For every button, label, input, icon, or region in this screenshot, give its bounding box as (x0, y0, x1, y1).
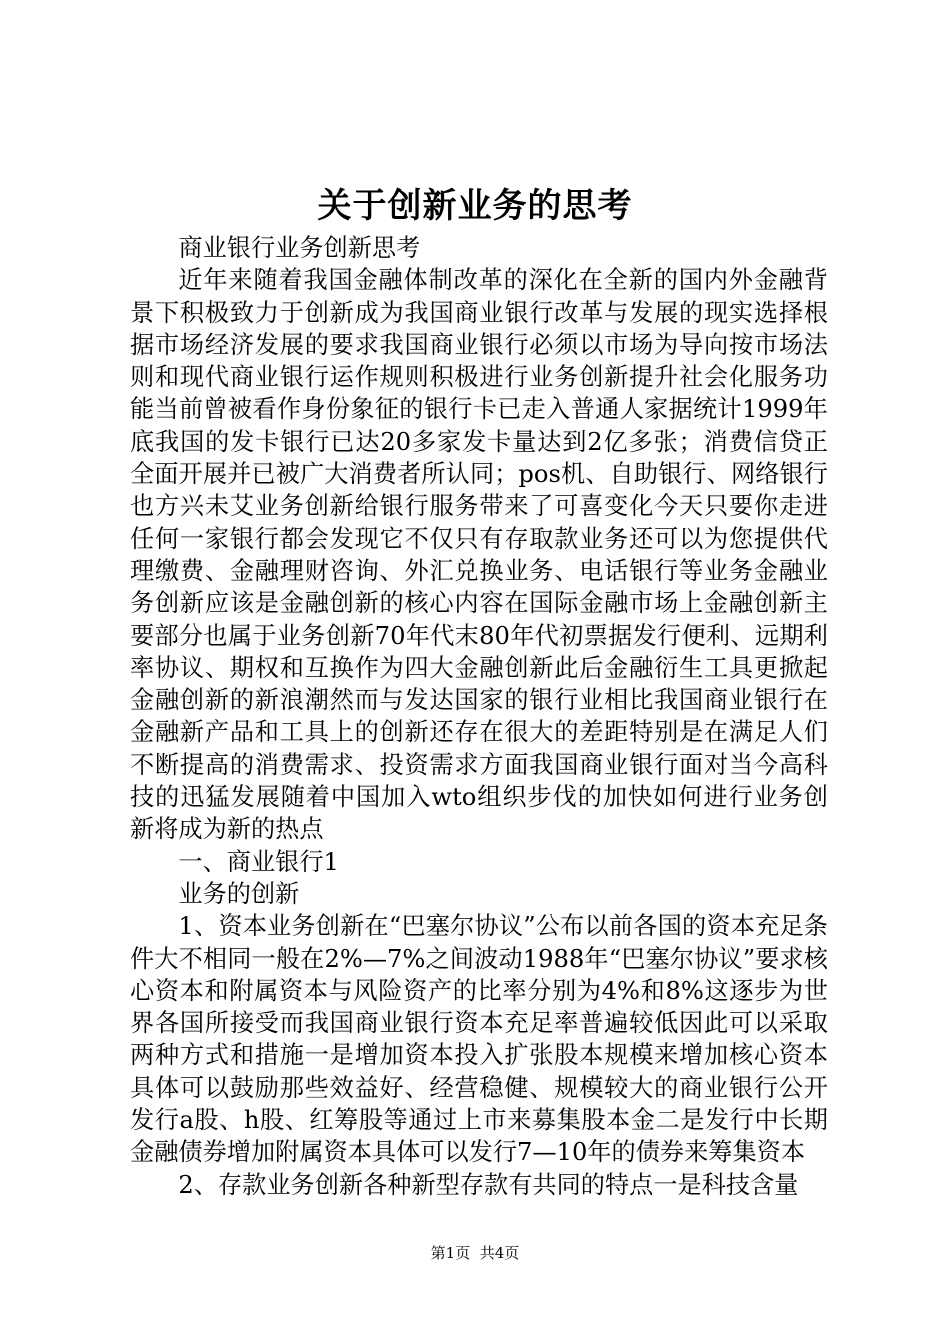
paragraph-deposit-business: 2、存款业务创新各种新型存款有共同的特点一是科技含量 (178, 1170, 799, 1199)
section-heading-1: 一、商业银行1 (178, 847, 339, 876)
section-heading-1-continued: 业务的创新 (178, 879, 300, 908)
page-total: 共4页 (479, 1244, 520, 1262)
footer-separator (470, 1244, 480, 1262)
page-footer (0, 1242, 950, 1264)
paragraph-capital-business: 1、资本业务创新在“巴塞尔协议”公布以前各国的资本充足条件大不相同一般在2%—7%之间波动1988年“巴塞尔协议”要求核心资本和附属资本与风险资产的比率分别为4%和8%这逐步为世界各国所接受而我国商业银行资本充足率普遍较低因此可以采取两种方式和措施一是增加资本投入扩张股本规模来增加核心资本具体可以鼓励那些效益好、经营稳健、规模较大的商业银行公开发行a股、h股、红筹股等通过上市来募集股本金二是发行中长期金融债券增加附属资本具体可以发行7—10年的债券来筹集资本 (130, 912, 828, 1167)
paragraph-intro: 近年来随着我国金融体制改革的深化在全新的国内外金融背景下积极致力于创新成为我国商业银行改革与发展的现实选择根据市场经济发展的要求我国商业银行必须以市场为导向按市场法则和现代商业银行运作规则积极进行业务创新提升社会化服务功能当前曾被看作身份象征的银行卡已走入普通人家据统计1999年底我国的发卡银行已达20多家发卡量达到2亿多张；消费信贷正全面开展并已被广大消费者所认同；pos机、自助银行、网络银行也方兴未艾业务创新给银行服务带来了可喜变化今天只要你走进任何一家银行都会发现它不仅只有存取款业务还可以为您提供代理缴费、金融理财咨询、外汇兑换业务、电话银行等业务金融业务创新应该是金融创新的核心内容在国际金融市场上金融创新主要部分也属于业务创新70年代末80年代初票据发行便利、远期利率协议、期权和互换作为四大金融创新此后金融衍生工具更掀起金融创新的新浪潮然而与发达国家的银行业相比我国商业银行在金融新产品和工具上的创新还存在很大的差距特别是在满足人们不断提高的消费需求、投资需求方面我国商业银行面对当今高科技的迅猛发展随着中国加入wto组织步伐的加快如何进行业务创新将成为新的热点 (130, 266, 828, 844)
paragraph-subtitle: 商业银行业务创新思考 (178, 234, 421, 262)
document-body (130, 232, 828, 1201)
page-number: 第1页 (430, 1244, 471, 1262)
document-title: 关于创新业务的思考 (317, 186, 633, 226)
